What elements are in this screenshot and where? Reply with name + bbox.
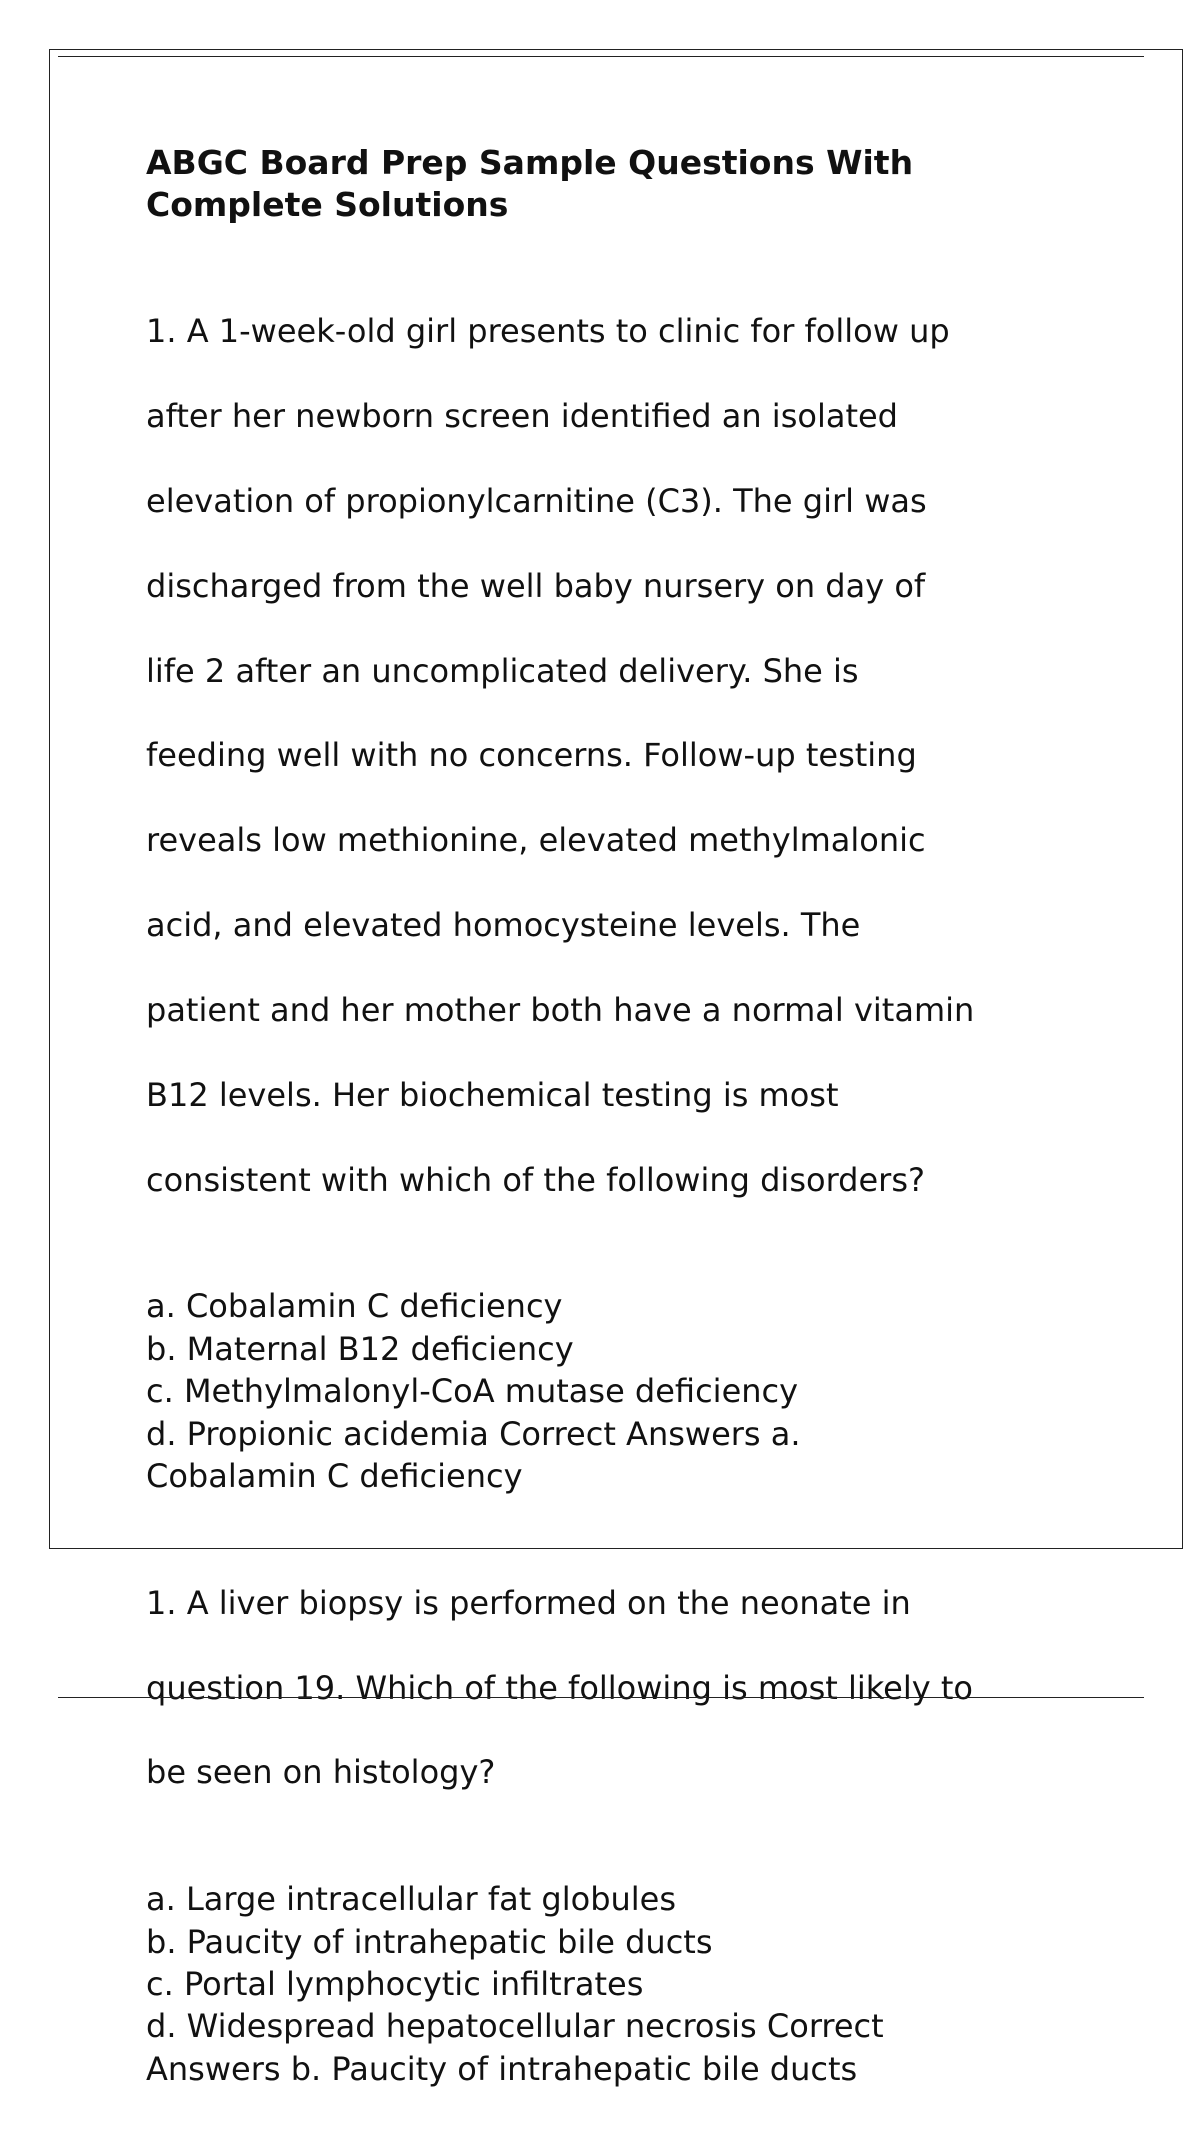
question-2-stem xyxy=(146,1539,1106,1836)
stem-line: discharged from the well baby nursery on day of xyxy=(146,566,926,605)
answer-option: Cobalamin C deficiency xyxy=(146,1456,523,1495)
stem-line: consistent with which of the following disorders? xyxy=(146,1160,925,1199)
document-body xyxy=(146,142,1106,2132)
stem-line: life 2 after an uncomplicated delivery. She is xyxy=(146,651,859,690)
document-title xyxy=(146,142,1106,226)
stem-line: B12 levels. Her biochemical testing is most xyxy=(146,1075,839,1114)
stem-line: reveals low methionine, elevated methylmalonic xyxy=(146,821,926,860)
question-1-stem xyxy=(146,268,1106,1243)
stem-line: after her newborn screen identified an isolated xyxy=(146,397,898,436)
stem-line: question 19. Which of the following is most likely to xyxy=(146,1668,973,1707)
answer-option: a. Large intracellular fat globules xyxy=(146,1880,677,1919)
stem-line: acid, and elevated homocysteine levels. The xyxy=(146,906,861,945)
answer-option: a. Cobalamin C deficiency xyxy=(146,1287,563,1326)
answer-option: c. Methylmalonyl-CoA mutase deficiency xyxy=(146,1372,799,1411)
stem-line: feeding well with no concerns. Follow-up testing xyxy=(146,736,917,775)
question-1-options xyxy=(146,1285,1106,1497)
answer-option: c. Portal lymphocytic infiltrates xyxy=(146,1965,644,2004)
stem-line: be seen on histology? xyxy=(146,1753,496,1792)
answer-option: d. Propionic acidemia Correct Answers a. xyxy=(146,1414,801,1453)
answer-option: d. Widespread hepatocellular necrosis Correct xyxy=(146,2007,884,2046)
stem-line: 1. A liver biopsy is performed on the neonate in xyxy=(146,1583,911,1622)
question-2-options xyxy=(146,1878,1106,2090)
answer-option: b. Maternal B12 deficiency xyxy=(146,1329,574,1368)
stem-line: 1. A 1-week-old girl presents to clinic for follow up xyxy=(146,312,950,351)
title-line: Complete Solutions xyxy=(146,185,509,224)
bottom-rule xyxy=(58,1697,1144,1698)
title-line: ABGC Board Prep Sample Questions With xyxy=(146,143,914,182)
answer-option: Answers b. Paucity of intrahepatic bile ducts xyxy=(146,2049,858,2088)
top-rule xyxy=(58,56,1144,57)
stem-line: patient and her mother both have a normal vitamin xyxy=(146,990,975,1029)
stem-line: elevation of propionylcarnitine (C3). The girl was xyxy=(146,482,927,521)
answer-option: b. Paucity of intrahepatic bile ducts xyxy=(146,1922,713,1961)
